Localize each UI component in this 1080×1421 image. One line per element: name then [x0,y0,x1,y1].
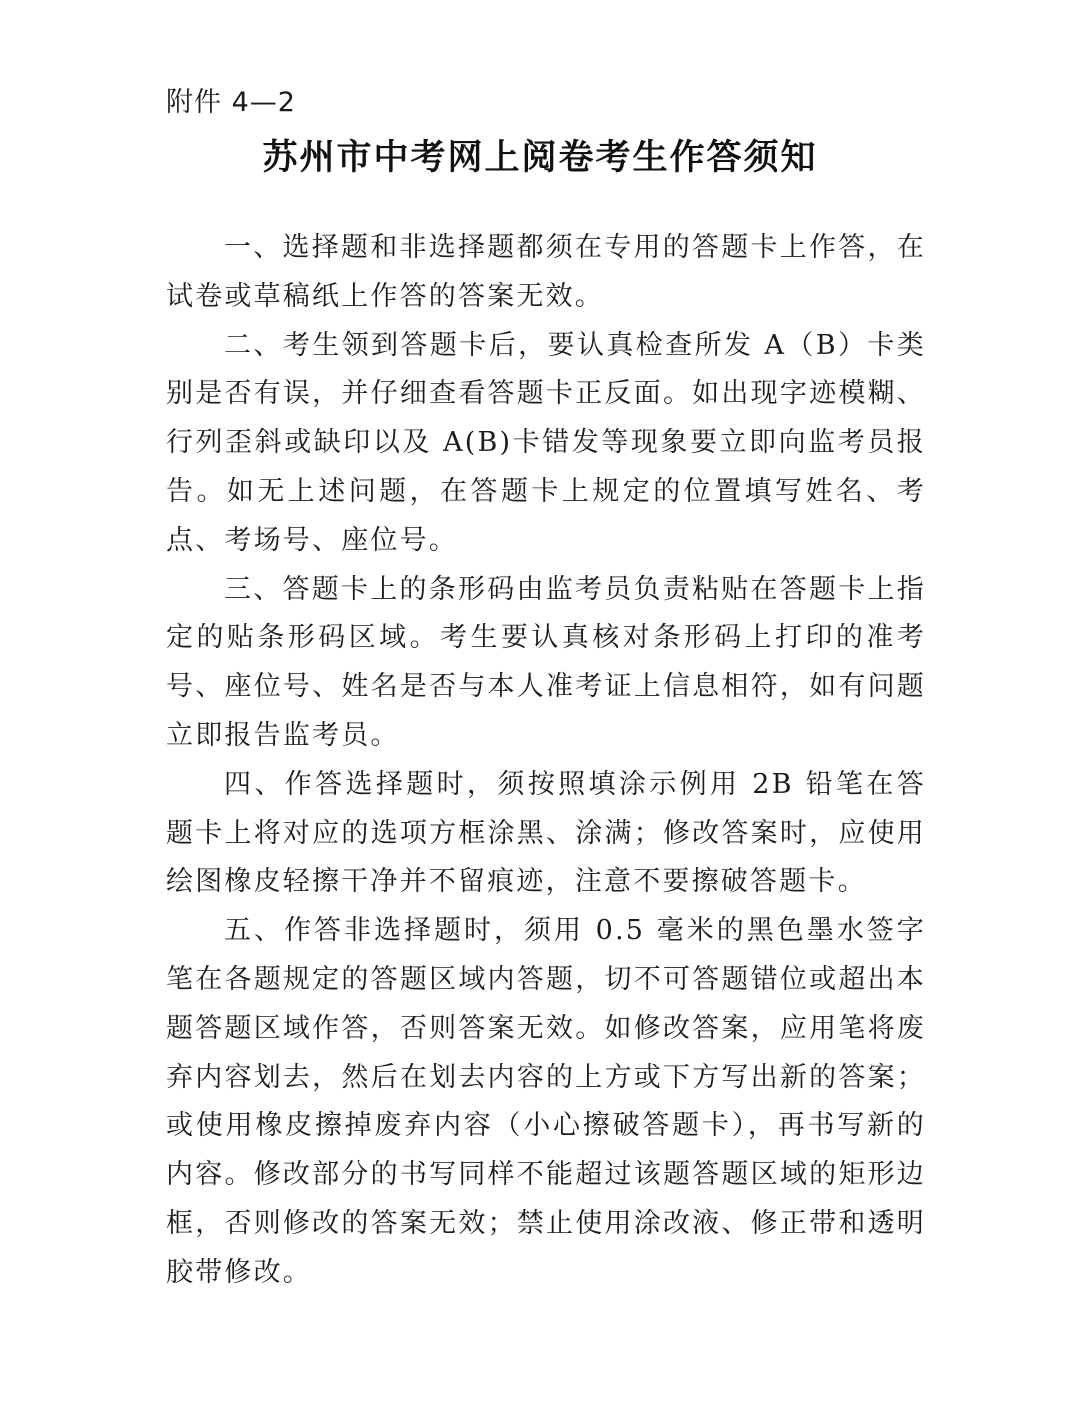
attachment-label: 附件 4—2 [166,87,296,118]
paragraph-4: 四、作答选择题时，须按照填涂示例用 2B 铅笔在答题卡上将对应的选项方框涂黑、涂满；修改答案时，应使用绘图橡皮轻擦干净并不留痕迹，注意不要擦破答题卡。 [166,768,926,898]
paragraph-1: 一、选择题和非选择题都须在专用的答题卡上作答，在试卷或草稿纸上作答的答案无效。 [166,232,926,312]
paragraph-5: 五、作答非选择题时，须用 0.5 毫米的黑色墨水签字笔在各题规定的答题区域内答题，切不可答题错位或超出本题答题区域作答，否则答案无效。如修改答案，应用笔将废弃内容划去，然后在划去内容的上方或下方写出新的答案；或使用橡皮擦掉废弃内容（小心擦破答题卡），再书写新的内容。修改部分的书写同样不能超过该题答题区域的矩形边框，否则修改的答案无效；禁止使用涂改液、修正带和透明胶带修改。 [166,915,926,1288]
document-body [166,224,926,1298]
paragraph-2: 二、考生领到答题卡后，要认真检查所发 A（B）卡类别是否有误，并仔细查看答题卡正反面。如出现字迹模糊、行列歪斜或缺印以及 A(B)卡错发等现象要立即向监考员报告。如无上述问题，在答题卡上规定的位置填写姓名、考点、考场号、座位号。 [166,329,926,556]
paragraph-3: 三、答题卡上的条形码由监考员负责粘贴在答题卡上指定的贴条形码区域。考生要认真核对条形码上打印的准考号、座位号、姓名是否与本人准考证上信息相符，如有问题立即报告监考员。 [166,573,926,751]
document-title: 苏州市中考网上阅卷考生作答须知 [262,138,818,178]
